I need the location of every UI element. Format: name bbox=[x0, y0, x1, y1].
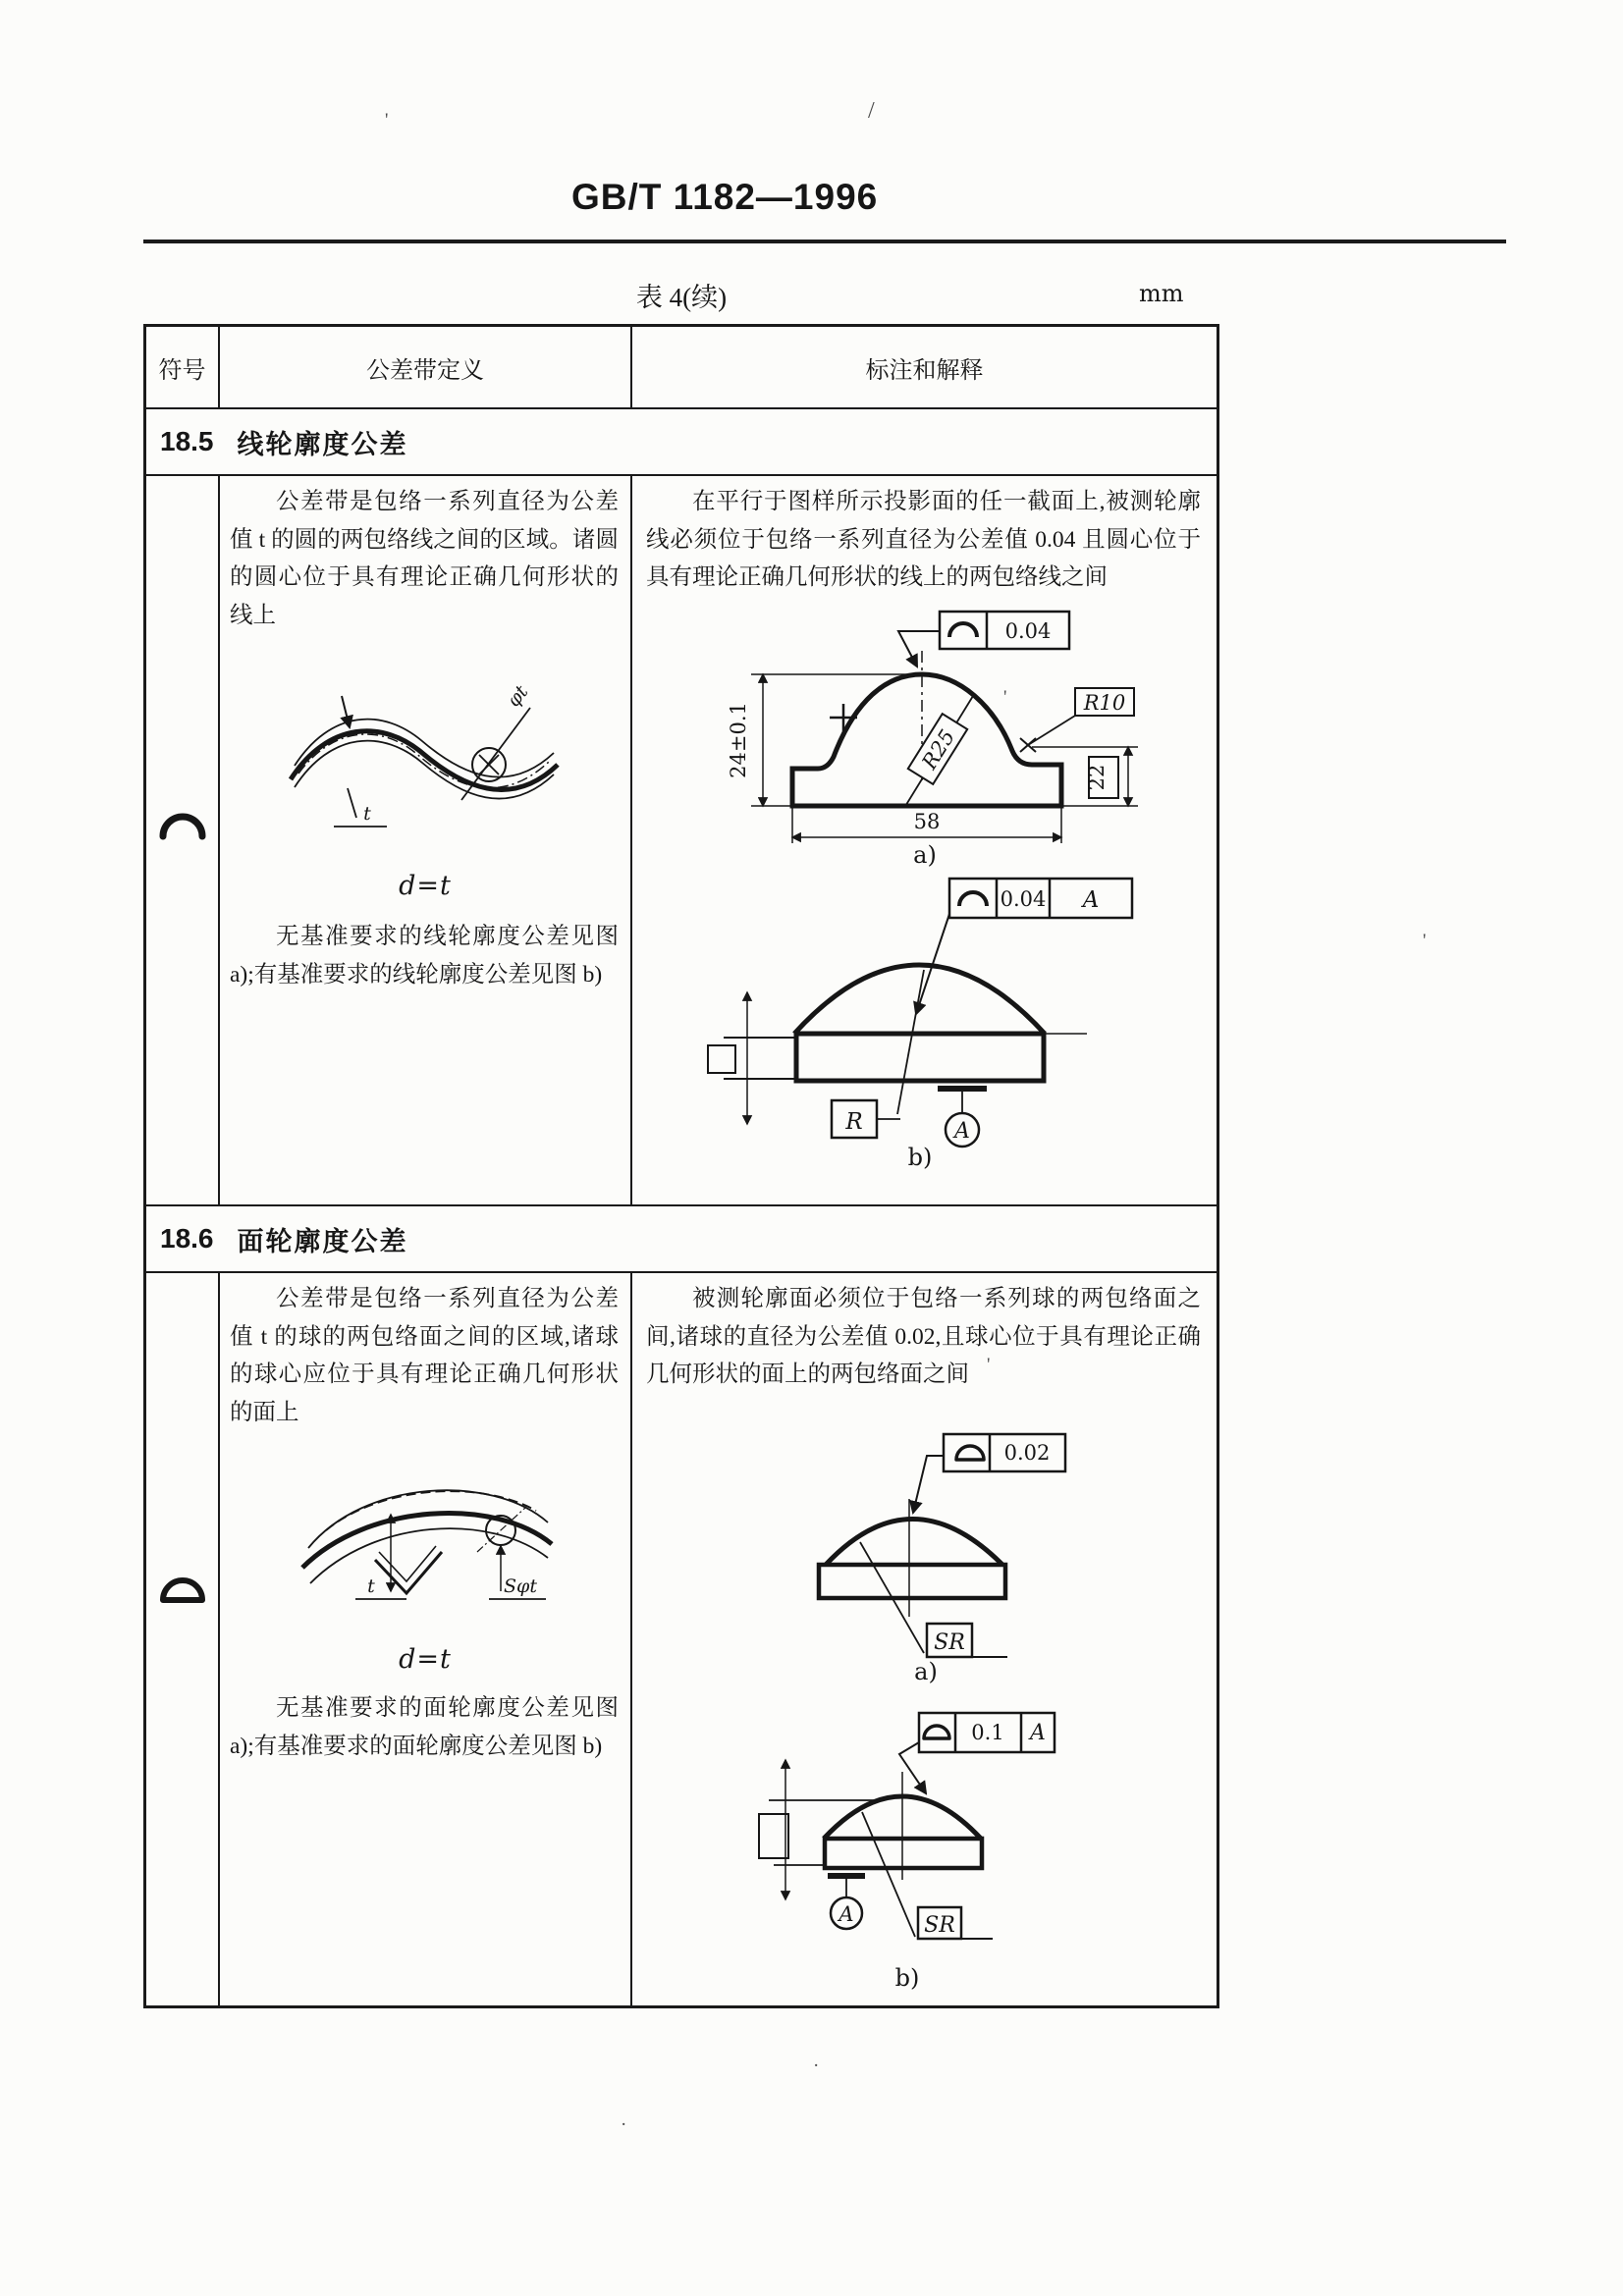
symbol-cell-18-5 bbox=[146, 476, 220, 1204]
width-dimension: 58 bbox=[913, 810, 941, 833]
note-text: 无基准要求的线轮廓度公差见图 a);有基准要求的线轮廓度公差见图 b) bbox=[230, 924, 619, 988]
section-title: 线轮廓度公差 bbox=[237, 429, 408, 459]
t-label: t bbox=[363, 803, 371, 825]
header-cell-interpretation: 标注和解释 bbox=[865, 357, 984, 384]
scan-artifact: · bbox=[621, 2114, 627, 2135]
tolerance-value: 0.02 bbox=[1003, 1441, 1051, 1465]
figure-a-18-6 bbox=[723, 1422, 1135, 1685]
note-text: 无基准要求的面轮廓度公差见图 a);有基准要求的面轮廓度公差见图 b) bbox=[230, 1695, 619, 1759]
figure-b-18-5 bbox=[696, 867, 1148, 1171]
datum-letter: A bbox=[839, 1902, 854, 1926]
section-title: 面轮廓度公差 bbox=[237, 1226, 408, 1256]
figure-a-18-5 bbox=[716, 602, 1167, 867]
surface-profile-symbol-icon bbox=[956, 1446, 984, 1460]
interpretation-cell-18-5 bbox=[632, 476, 1217, 1204]
surface-profile-symbol-icon bbox=[924, 1726, 949, 1738]
definition-figure-18-6 bbox=[281, 1462, 575, 1638]
svg-text:SR: SR bbox=[934, 1630, 965, 1655]
standard-code: GB/T 1182—1996 bbox=[571, 177, 879, 217]
formula: d=t bbox=[399, 871, 452, 901]
svg-text:R10: R10 bbox=[1083, 691, 1126, 715]
definition-cell-18-5 bbox=[220, 476, 632, 1204]
definition-text: 公差带是包络一系列直径为公差值 t 的球的两包络面之间的区域,诸球的球心应位于具有理论正确几何形状的面上 bbox=[230, 1286, 619, 1425]
definition-text: 公差带是包络一系列直径为公差值 t 的圆的两包络线之间的区域。诸圆的圆心位于具有理论正确几何形状的线上 bbox=[230, 489, 619, 628]
interpretation-text: 在平行于图样所示投影面的任一截面上,被测轮廓线必须位于包络一系列直径为公差值 0.04 且圆心位于具有理论正确几何形状的线上的两包络线之间 bbox=[646, 489, 1201, 590]
phi-t-label: φt bbox=[503, 681, 533, 712]
tolerance-value: 0.1 bbox=[971, 1721, 1004, 1744]
t-label: t bbox=[367, 1575, 375, 1597]
surface-profile-symbol-icon bbox=[157, 1572, 208, 1605]
scan-artifact: ' bbox=[1423, 931, 1427, 951]
interpretation-text: 被测轮廓面必须位于包络一系列球的两包络面之间,诸球的直径为公差值 0.02,且球心位于具有理论正确几何形状的面上的两包络面之间 bbox=[646, 1286, 1201, 1387]
definition-cell-18-6 bbox=[220, 1273, 632, 2005]
formula: d=t bbox=[399, 1644, 452, 1675]
definition-figure-18-5 bbox=[287, 672, 571, 869]
header-cell-definition: 公差带定义 bbox=[220, 327, 632, 407]
line-profile-drawing-b bbox=[696, 867, 1148, 1171]
svg-text:SR: SR bbox=[924, 1913, 955, 1938]
svg-text:22: 22 bbox=[1085, 764, 1109, 791]
interpretation-cell-18-6 bbox=[632, 1273, 1217, 2005]
header-cell-symbol: 符号 bbox=[146, 327, 220, 407]
surface-profile-drawing-b bbox=[693, 1693, 1145, 1998]
section-row-18-5 bbox=[146, 409, 1217, 476]
datum-reference: A bbox=[1030, 1721, 1046, 1745]
datum-reference: A bbox=[1082, 887, 1100, 913]
svg-text:R: R bbox=[845, 1109, 863, 1135]
s-phi-t-label: Sφt bbox=[504, 1575, 537, 1597]
line-profile-drawing-a bbox=[716, 602, 1167, 867]
scan-artifact: ' bbox=[385, 110, 389, 131]
line-profile-symbol-icon bbox=[959, 892, 987, 906]
tolerance-table bbox=[143, 324, 1219, 2008]
scan-artifact: ' bbox=[1003, 687, 1007, 708]
figure-b-18-6 bbox=[693, 1693, 1145, 1998]
dome-outline bbox=[826, 1520, 1002, 1566]
datum-letter: A bbox=[954, 1119, 970, 1144]
content-row-18-5 bbox=[146, 476, 1217, 1206]
tolerance-value: 0.04 bbox=[1004, 619, 1052, 643]
line-profile-zone-figure bbox=[287, 672, 571, 869]
unit-label: mm bbox=[1139, 280, 1184, 307]
dome-outline bbox=[794, 965, 1045, 1034]
table-caption: 表 4(续) bbox=[635, 283, 728, 312]
surface-profile-drawing-a bbox=[723, 1422, 1135, 1685]
r25-dimension bbox=[908, 714, 967, 784]
figure-caption: a) bbox=[913, 841, 937, 869]
svg-text:R25: R25 bbox=[917, 725, 960, 774]
line-profile-symbol-icon bbox=[949, 623, 977, 637]
section-number: 18.5 bbox=[160, 426, 214, 456]
figure-caption: a) bbox=[914, 1658, 938, 1685]
surface-profile-zone-figure bbox=[281, 1462, 575, 1638]
scan-artifact: ' bbox=[987, 1355, 991, 1375]
figure-caption: b) bbox=[894, 1964, 920, 1992]
height-dimension: 24±0.1 bbox=[727, 702, 750, 778]
section-number: 18.6 bbox=[160, 1223, 214, 1254]
line-profile-symbol-icon bbox=[155, 804, 210, 841]
table-header-row bbox=[146, 327, 1217, 409]
figure-caption: b) bbox=[907, 1144, 933, 1171]
scan-artifact: · bbox=[813, 2056, 820, 2076]
tolerance-value: 0.04 bbox=[1000, 887, 1047, 911]
header-rule bbox=[143, 240, 1506, 243]
symbol-cell-18-6 bbox=[146, 1273, 220, 2005]
content-row-18-6 bbox=[146, 1273, 1217, 2005]
section-row-18-6 bbox=[146, 1206, 1217, 1273]
scan-artifact: / bbox=[868, 98, 875, 124]
